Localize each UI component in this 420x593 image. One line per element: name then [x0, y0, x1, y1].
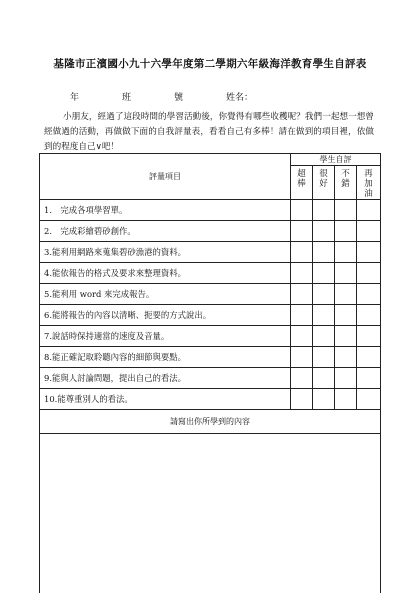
self-evaluation-table	[39, 153, 381, 593]
rating-cell-very-good[interactable]	[313, 221, 335, 242]
rating-cell-very-good[interactable]	[313, 347, 335, 368]
rating-cell-excellent[interactable]	[291, 242, 313, 263]
table-row	[40, 263, 381, 284]
self-evaluation-group-header: 學生自評	[291, 154, 381, 166]
instructions-paragraph: 小朋友，經過了這段時間的學習活動後，你覺得有哪些收穫呢？我們一起想一想曾經做過的活動，再做做下面的自我評量表，看看自己有多棒！請在做到的項目裡，依做到的程度自己∨吧！	[44, 112, 374, 152]
rating-cell-excellent[interactable]	[291, 305, 313, 326]
evaluation-item: 1. 完成各項學習單。	[40, 200, 291, 221]
rating-cell-try-harder[interactable]	[357, 389, 381, 410]
rating-cell-good[interactable]	[335, 347, 357, 368]
rating-cell-try-harder[interactable]	[357, 347, 381, 368]
rating-header-very-good: 很好	[313, 166, 335, 200]
evaluation-item: 9.能與人討論問題，提出自己的看法。	[40, 368, 291, 389]
learning-prompt: 請寫出你所學到的內容	[40, 410, 381, 434]
evaluation-item: 8.能正確記取聆聽內容的細節與要點。	[40, 347, 291, 368]
rating-cell-very-good[interactable]	[313, 263, 335, 284]
table-row	[40, 368, 381, 389]
rating-cell-try-harder[interactable]	[357, 326, 381, 347]
class-field-label: 班	[122, 93, 132, 103]
rating-cell-try-harder[interactable]	[357, 368, 381, 389]
table-row	[40, 242, 381, 263]
rating-cell-excellent[interactable]	[291, 326, 313, 347]
rating-header-try-harder: 再加油	[357, 166, 381, 200]
rating-cell-try-harder[interactable]	[357, 284, 381, 305]
rating-cell-very-good[interactable]	[313, 200, 335, 221]
rating-cell-good[interactable]	[335, 221, 357, 242]
evaluation-item: 6.能將報告的內容以清晰、扼要的方式說出。	[40, 305, 291, 326]
table-row	[40, 326, 381, 347]
rating-cell-try-harder[interactable]	[357, 305, 381, 326]
rating-cell-excellent[interactable]	[291, 284, 313, 305]
rating-cell-try-harder[interactable]	[357, 242, 381, 263]
table-row	[40, 284, 381, 305]
table-row	[40, 305, 381, 326]
rating-cell-good[interactable]	[335, 389, 357, 410]
table-row	[40, 347, 381, 368]
evaluation-item: 4.能依報告的格式及要求來整理資料。	[40, 263, 291, 284]
number-field-label: 號	[174, 93, 184, 103]
evaluation-item: 10.能尊重別人的看法。	[40, 389, 291, 410]
worksheet-title: 基隆市正濱國小九十六學年度第二學期六年級海洋教育學生自評表	[53, 58, 367, 70]
rating-header-good: 不錯	[335, 166, 357, 200]
rating-cell-excellent[interactable]	[291, 221, 313, 242]
grade-field-label: 年	[70, 93, 80, 103]
item-column-header: 評量項目	[40, 154, 291, 200]
rating-cell-very-good[interactable]	[313, 242, 335, 263]
rating-cell-excellent[interactable]	[291, 347, 313, 368]
rating-cell-try-harder[interactable]	[357, 263, 381, 284]
evaluation-item: 5.能利用 word 來完成報告。	[40, 284, 291, 305]
rating-cell-excellent[interactable]	[291, 263, 313, 284]
table-row	[40, 389, 381, 410]
rating-header-excellent: 超棒	[291, 166, 313, 200]
rating-cell-excellent[interactable]	[291, 368, 313, 389]
evaluation-item: 3.能利用網路來蒐集碧砂漁港的資料。	[40, 242, 291, 263]
student-info-line	[70, 90, 253, 103]
rating-cell-very-good[interactable]	[313, 368, 335, 389]
rating-cell-good[interactable]	[335, 200, 357, 221]
rating-cell-very-good[interactable]	[313, 326, 335, 347]
evaluation-item: 2. 完成彩繪碧砂創作。	[40, 221, 291, 242]
rating-cell-very-good[interactable]	[313, 284, 335, 305]
table-row	[40, 200, 381, 221]
rating-cell-very-good[interactable]	[313, 389, 335, 410]
name-field-label: 姓名：	[226, 93, 254, 103]
rating-cell-good[interactable]	[335, 326, 357, 347]
table-row	[40, 221, 381, 242]
rating-cell-excellent[interactable]	[291, 389, 313, 410]
rating-cell-try-harder[interactable]	[357, 221, 381, 242]
rating-cell-good[interactable]	[335, 284, 357, 305]
rating-cell-good[interactable]	[335, 263, 357, 284]
rating-cell-good[interactable]	[335, 368, 357, 389]
rating-cell-excellent[interactable]	[291, 200, 313, 221]
rating-cell-very-good[interactable]	[313, 305, 335, 326]
rating-cell-good[interactable]	[335, 242, 357, 263]
rating-cell-try-harder[interactable]	[357, 200, 381, 221]
evaluation-item: 7.說話時保持適當的速度及音量。	[40, 326, 291, 347]
learning-answer-area[interactable]	[40, 434, 381, 593]
rating-cell-good[interactable]	[335, 305, 357, 326]
